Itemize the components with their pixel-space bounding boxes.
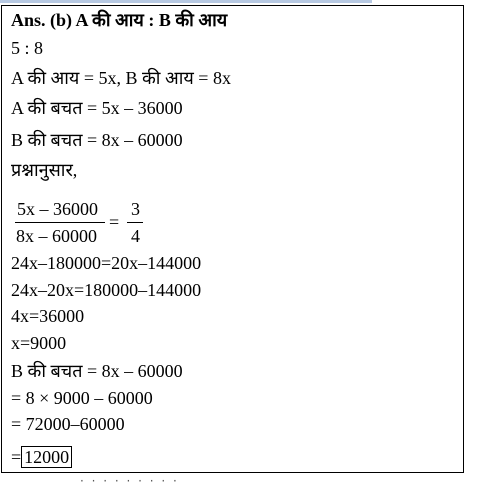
step-4: x=9000 [11, 333, 67, 353]
solution-box [1, 5, 464, 473]
final-prefix: = [11, 447, 22, 467]
fraction-numerator: 5x – 36000 [17, 199, 98, 219]
step-7: = 72000–60000 [11, 414, 125, 434]
step-2: 24x–20x=180000–144000 [11, 280, 202, 300]
step-3: 4x=36000 [11, 306, 85, 326]
savings-a-line: A की बचत = 5x – 36000 [11, 98, 183, 118]
income-line: A की आय = 5x, B की आय = 8x [11, 68, 231, 88]
rhs-numerator: 3 [131, 199, 140, 219]
cut-off-footer-text: · · · · · · · · · [80, 474, 179, 488]
savings-b-line: B की बचत = 8x – 60000 [11, 130, 183, 150]
fraction-bar [15, 222, 105, 223]
ratio-line: 5 : 8 [11, 38, 44, 58]
fraction-denominator: 8x – 60000 [16, 226, 97, 246]
rhs-denominator: 4 [131, 226, 140, 246]
step-6: = 8 × 9000 – 60000 [11, 388, 153, 408]
final-answer-box: 12000 [21, 446, 72, 468]
top-accent-bar [0, 0, 372, 3]
step-5: B की बचत = 8x – 60000 [11, 361, 183, 381]
equals-sign: = [109, 212, 120, 232]
answer-heading: Ans. (b) A की आय : B की आय [11, 10, 228, 30]
rhs-fraction-bar [127, 222, 143, 223]
final-answer-line [11, 446, 72, 468]
step-1: 24x–180000=20x–144000 [11, 253, 202, 273]
according-line: प्रश्नानुसार, [11, 160, 78, 180]
